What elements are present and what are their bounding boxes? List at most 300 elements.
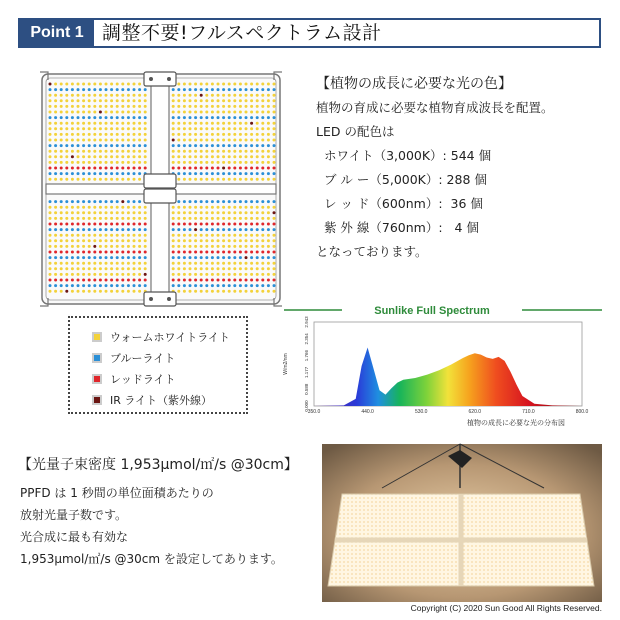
led-row-red: レ ッ ド（600nm）: 36 個 [316,196,483,211]
led-dot [172,211,175,214]
led-dot [267,200,270,203]
led-dot [54,105,57,108]
led-dot [205,273,208,276]
header-title: 調整不要!フルスペクトラム設計 [102,22,382,44]
led-dot [172,267,175,270]
led-dot [177,239,180,242]
led-dot [144,267,147,270]
led-dot [138,256,141,259]
led-dot [65,88,68,91]
led-dot [127,228,130,231]
led-dot [82,122,85,125]
led-dot [60,139,63,142]
led-dot [217,239,220,242]
led-dot [105,200,108,203]
led-dot [110,251,113,254]
led-dot [217,273,220,276]
led-dot [273,251,276,254]
led-dot [77,144,80,147]
led-dot [233,290,236,293]
led-dot [77,284,80,287]
led-dot [177,279,180,282]
led-dot [60,161,63,164]
led-dot [133,228,136,231]
led-dot [138,211,141,214]
led-dot [121,228,124,231]
led-dot [233,228,236,231]
led-panel-diagram [36,70,286,310]
led-dot [233,116,236,119]
ir-swatch [92,395,102,405]
led-dot [267,234,270,237]
led-dot [200,223,203,226]
led-dot [228,279,231,282]
led-dot [82,161,85,164]
led-dot [49,217,52,220]
led-dot [183,172,186,175]
led-dot [60,155,63,158]
led-dot [133,273,136,276]
led-dot [121,279,124,282]
led-dot [144,223,147,226]
led-dot [93,116,96,119]
led-dot [99,234,102,237]
led-dot [49,245,52,248]
led-dot [245,122,248,125]
led-dot [77,245,80,248]
legend-label: レッドライト [110,372,176,386]
led-dot [256,262,259,265]
led-dot [228,150,231,153]
led-dot [49,88,52,91]
led-dot [228,234,231,237]
led-dot [189,262,192,265]
led-dot [60,127,63,130]
led-dot [54,83,57,86]
legend-label: IR ライト（紫外線） [110,393,213,407]
led-dot [99,88,102,91]
led-dot [267,99,270,102]
led-dot [49,99,52,102]
led-dot [177,206,180,209]
led-dot [54,111,57,114]
led-dot [228,206,231,209]
led-dot [200,105,203,108]
led-dot [133,83,136,86]
led-dot [144,155,147,158]
led-dot [105,217,108,220]
led-dot [194,105,197,108]
led-dot [105,206,108,209]
led-dot [110,155,113,158]
led-dot [233,245,236,248]
led-dot [110,262,113,265]
led-dot [65,267,68,270]
led-dot [77,217,80,220]
led-dot [267,206,270,209]
led-dot [239,83,242,86]
led-dot [261,251,264,254]
led-dot [88,172,91,175]
led-dot [60,290,63,293]
led-dot [239,234,242,237]
led-dot [82,279,85,282]
led-dot [93,133,96,136]
led-dot [172,167,175,170]
led-dot [228,161,231,164]
led-dot [105,234,108,237]
led-dot [211,111,214,114]
led-dot [245,267,248,270]
led-dot [222,200,225,203]
led-dot [82,200,85,203]
led-dot [245,83,248,86]
led-dot [256,206,259,209]
led-dot [82,206,85,209]
led-dot [194,167,197,170]
led-dot [211,200,214,203]
led-dot [222,88,225,91]
led-dot [245,111,248,114]
led-dot [261,133,264,136]
led-dot [222,234,225,237]
led-dot [54,206,57,209]
led-dot [200,251,203,254]
led-dot [261,139,264,142]
led-dot [261,150,264,153]
y-axis-label: W/m2/nm [283,353,289,375]
led-dot [267,133,270,136]
led-dot [60,105,63,108]
led-dot [133,267,136,270]
led-dot [172,88,175,91]
led-dot [273,217,276,220]
led-dot [194,284,197,287]
led-dot [88,262,91,265]
led-dot [127,144,130,147]
led-dot [256,223,259,226]
led-dot [93,105,96,108]
led-dot [77,256,80,259]
led-dot [54,178,57,181]
led-dot [82,83,85,86]
led-dot [54,256,57,259]
led-dot [88,94,91,97]
led-dot [267,223,270,226]
led-dot [60,200,63,203]
led-dot [121,273,124,276]
led-dot [116,217,119,220]
led-dot [77,88,80,91]
led-dot [217,223,220,226]
led-dot [177,251,180,254]
led-dot [82,217,85,220]
ppfd-line-3: 光合成に最も有効な [20,530,129,544]
led-dot [261,223,264,226]
led-dot [138,105,141,108]
led-dot [105,144,108,147]
led-dot [267,284,270,287]
led-dot [71,172,74,175]
led-dot [121,211,124,214]
led-dot [105,239,108,242]
led-dot [245,88,248,91]
led-dot [93,234,96,237]
led-dot [245,200,248,203]
led-dot [211,284,214,287]
led-dot [222,116,225,119]
led-dot [54,144,57,147]
led-dot [121,267,124,270]
red-swatch [92,374,102,384]
led-dot [233,111,236,114]
led-dot [194,99,197,102]
led-dot [172,245,175,248]
led-dot [49,139,52,142]
led-dot [177,94,180,97]
led-dot [144,211,147,214]
led-dot [205,161,208,164]
led-dot [205,88,208,91]
led-dot [88,267,91,270]
led-dot [189,122,192,125]
led-dot [273,88,276,91]
led-dot [228,273,231,276]
ppfd-line-4: 1,953μmol/㎡/s @30cm を設定してあります。 [20,552,283,566]
led-dot [121,88,124,91]
led-dot [110,245,113,248]
led-dot [245,105,248,108]
led-dot [144,88,147,91]
led-dot [194,122,197,125]
led-dot [177,178,180,181]
led-dot [77,267,80,270]
led-dot [222,178,225,181]
led-dot [250,239,253,242]
led-dot [49,116,52,119]
led-dot [183,150,186,153]
led-dot [71,228,74,231]
led-dot [105,228,108,231]
led-dot [273,111,276,114]
led-panel-illustration [36,70,286,310]
led-dot [273,245,276,248]
led-dot [54,172,57,175]
led-dot [77,133,80,136]
led-dot [205,206,208,209]
led-dot [228,139,231,142]
led-dot [217,262,220,265]
led-dot [239,155,242,158]
led-dot [250,206,253,209]
led-dot [183,256,186,259]
led-dot [116,172,119,175]
led-dot [189,273,192,276]
led-dot [183,167,186,170]
led-dot [189,245,192,248]
y-tick-label: 2.354 [304,333,309,345]
led-dot [261,262,264,265]
led-dot [93,88,96,91]
led-dot [200,211,203,214]
led-dot [267,245,270,248]
led-dot [54,133,57,136]
led-dot [127,290,130,293]
led-dot [261,144,264,147]
led-dot [256,116,259,119]
led-dot [217,172,220,175]
led-dot [127,122,130,125]
led-dot [110,178,113,181]
led-dot [256,245,259,248]
led-dot [261,273,264,276]
led-dot [183,284,186,287]
led-dot [65,99,68,102]
led-dot [49,122,52,125]
led-dot [177,122,180,125]
led-dot [250,111,253,114]
led-dot [273,279,276,282]
led-dot [121,234,124,237]
led-dot [105,161,108,164]
led-dot [138,223,141,226]
led-dot [121,122,124,125]
led-dot [60,116,63,119]
led-dot [116,211,119,214]
led-dot [93,267,96,270]
led-dot [211,88,214,91]
led-dot [127,273,130,276]
led-dot [228,172,231,175]
led-dot [144,228,147,231]
led-dot [228,217,231,220]
led-dot [177,88,180,91]
led-dot [250,150,253,153]
led-dot [71,178,74,181]
led-dot [172,228,175,231]
led-dot [127,256,130,259]
led-dot [194,239,197,242]
led-dot [121,206,124,209]
led-dot [65,279,68,282]
led-dot [93,245,96,248]
x-tick-label: 710.0 [522,409,535,415]
led-dot [71,284,74,287]
y-tick-label: 1.766 [304,349,309,362]
led-dot [205,234,208,237]
led-dot [105,105,108,108]
led-dot [93,122,96,125]
led-dot [60,144,63,147]
led-dot [54,267,57,270]
led-dot [233,144,236,147]
led-dot [54,217,57,220]
led-dot [194,139,197,142]
led-dot [183,200,186,203]
led-dot [99,217,102,220]
led-dot [65,116,68,119]
led-dot [60,94,63,97]
led-dot [239,99,242,102]
led-dot [250,234,253,237]
led-dot [77,290,80,293]
led-dot [205,167,208,170]
led-dot [110,228,113,231]
led-dot [60,256,63,259]
led-dot [54,273,57,276]
led-dot [88,223,91,226]
led-dot [99,94,102,97]
led-dot [77,155,80,158]
led-dot [233,105,236,108]
led-dot [228,211,231,214]
led-dot [65,94,68,97]
led-dot [256,83,259,86]
led-dot [183,234,186,237]
led-dot [82,127,85,130]
led-dot [82,155,85,158]
led-dot [200,206,203,209]
led-dot [88,139,91,142]
led-dot [105,155,108,158]
led-dot [144,144,147,147]
led-dot [127,88,130,91]
led-dot [211,262,214,265]
led-dot [133,139,136,142]
led-dot [194,172,197,175]
led-dot [144,256,147,259]
led-dot [77,161,80,164]
led-dot [110,172,113,175]
led-dot [194,223,197,226]
led-dot [273,167,276,170]
led-dot [239,279,242,282]
led-dot [200,133,203,136]
led-dot [228,239,231,242]
led-dot [121,262,124,265]
led-dot [172,155,175,158]
led-dot [133,99,136,102]
led-dot [99,167,102,170]
led-dot [60,83,63,86]
led-dot [239,167,242,170]
led-dot [82,167,85,170]
led-dot [217,111,220,114]
led-dot [189,279,192,282]
led-dot [121,155,124,158]
led-dot [194,88,197,91]
led-dot [121,161,124,164]
led-dot [65,83,68,86]
legend-label: ブルーライト [110,351,176,365]
led-dot [233,172,236,175]
led-dot [211,273,214,276]
led-dot [77,223,80,226]
led-dot [88,273,91,276]
led-dot [49,161,52,164]
led-dot [88,200,91,203]
led-dot [93,99,96,102]
led-dot [205,111,208,114]
led-dot [211,139,214,142]
led-dot [127,133,130,136]
led-panel-photo [322,444,602,602]
led-dot [177,150,180,153]
led-dot [105,172,108,175]
led-dot [239,122,242,125]
led-dot [256,200,259,203]
led-dot [211,290,214,293]
